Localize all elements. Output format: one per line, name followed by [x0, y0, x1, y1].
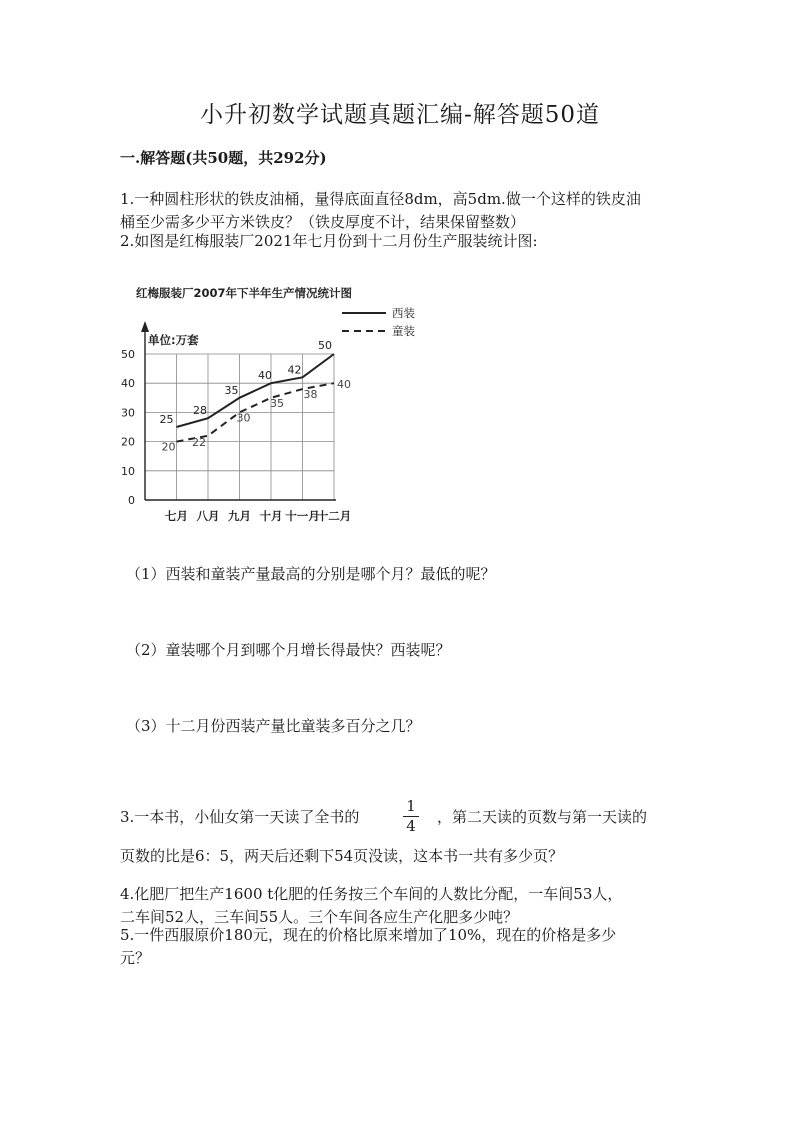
y-tick-label: 30 [121, 406, 135, 420]
fraction-denominator: 4 [406, 817, 416, 835]
question-2-sub-3: （3）十二月份西装产量比童装多百分之几？ [126, 717, 421, 735]
data-label: 22 [192, 435, 206, 449]
x-tick-label: 九月 [228, 509, 251, 523]
data-label: 50 [318, 339, 332, 352]
x-tick-label: 十二月 [316, 509, 352, 523]
question-4 [120, 883, 680, 929]
y-tick-label: 0 [128, 494, 135, 507]
fraction-numerator: 1 [406, 797, 416, 815]
x-tick-label: 十一月 [285, 509, 320, 523]
chart-ticks [121, 348, 351, 523]
data-label: 42 [287, 363, 302, 377]
x-tick-label: 十月 [259, 509, 283, 523]
data-label: 40 [337, 378, 351, 392]
question-1-line-2: 桶至少需多少平方米铁皮？（铁皮厚度不计，结果保留整数） [120, 213, 526, 231]
question-4-line-1: 4.化肥厂把生产1600 t化肥的任务按三个车间的人数比分配，一车间53人， [120, 885, 623, 903]
y-tick-label: 40 [121, 377, 135, 391]
data-label: 25 [159, 413, 174, 426]
line-chart [118, 278, 418, 528]
chart-title: 红梅服装厂2007年下半年生产情况统计图 [136, 286, 353, 300]
question-2: 2.如图是红梅服装厂2021年七月份到十二月份生产服装统计图: [120, 232, 538, 250]
data-label: 38 [303, 388, 318, 402]
legend-label-kids: 童装 [392, 324, 415, 338]
page-title: 小升初数学试题真题汇编-解答题50道 [199, 102, 601, 128]
question-5-line-2: 元？ [120, 949, 151, 967]
question-3-part-2: ，第二天读的页数与第一天读的 [437, 808, 648, 826]
data-label: 30 [236, 411, 251, 425]
question-5-line-1: 5.一件西服原价180元，现在的价格比原来增加了10%，现在的价格是多少 [120, 926, 617, 944]
y-tick-label: 50 [121, 348, 135, 361]
question-5 [120, 924, 680, 970]
data-label: 35 [270, 396, 284, 410]
fraction-one-quarter [401, 798, 421, 835]
chart-series [160, 339, 352, 454]
data-label: 40 [258, 369, 272, 383]
data-label: 35 [224, 383, 239, 397]
question-3-line-2: 页数的比是6：5，两天后还剩下54页没读，这本书一共有多少页？ [120, 847, 564, 865]
y-axis-arrow [141, 321, 149, 332]
x-tick-label: 八月 [196, 509, 220, 523]
unit-label: 单位:万套 [148, 333, 199, 347]
question-2-sub-1: （1）西装和童装产量最高的分别是哪个月？最低的呢？ [126, 565, 496, 583]
section-heading: 一.解答题(共50题，共292分) [120, 149, 327, 167]
question-1 [120, 188, 680, 234]
legend-label-suits: 西装 [392, 306, 415, 320]
data-label: 28 [193, 404, 207, 418]
y-tick-label: 20 [121, 435, 135, 449]
question-3-part-1: 3.一本书，小仙女第一天读了全书的 [120, 808, 360, 826]
question-1-line-1: 1.一种圆柱形状的铁皮油桶，量得底面直径8dm，高5dm.做一个这样的铁皮油 [120, 190, 641, 208]
y-tick-label: 10 [121, 464, 135, 478]
chart-legend [342, 306, 415, 338]
question-4-line-2: 二车间52人，三车间55人。三个车间各应生产化肥多少吨？ [120, 908, 519, 926]
question-2-sub-2: （2）童装哪个月到哪个月增长得最快？西装呢？ [126, 641, 451, 659]
x-tick-label: 七月 [165, 509, 188, 523]
data-label: 20 [161, 440, 176, 454]
